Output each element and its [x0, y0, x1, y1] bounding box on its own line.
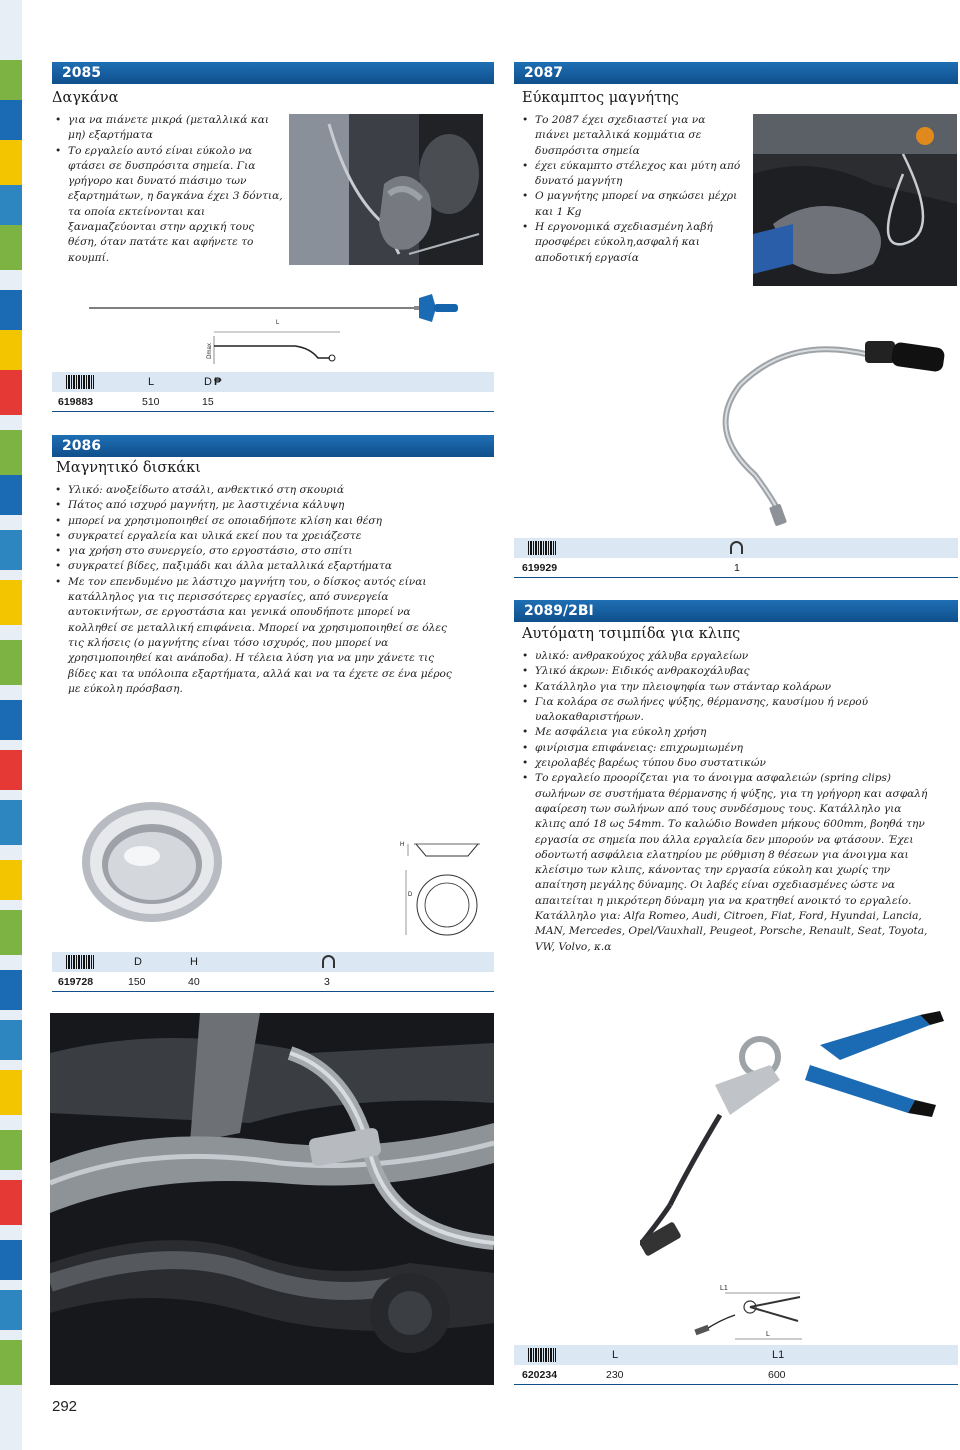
- section-2085-title: Δαγκάνα: [52, 90, 119, 106]
- section-2087-bullets: [522, 113, 742, 266]
- list-item: • για χρήση στο συνεργείο, στο εργοστάσιο, στο σπίτι: [55, 544, 455, 559]
- list-item: • Με ασφάλεια για εύκολη χρήση: [522, 725, 932, 740]
- grip-icon: ₱: [214, 376, 222, 388]
- stripe-segment: [0, 185, 22, 225]
- hose-clamp-pliers-drawing: [690, 1285, 810, 1345]
- list-item: • συγκρατεί βίδες, παξιμάδι και άλλα μεταλλικά εξαρτήματα: [55, 559, 455, 574]
- stripe-segment: [0, 1180, 22, 1225]
- stripe-segment: [0, 750, 22, 790]
- drawing-label-h: H: [400, 842, 405, 848]
- list-item: • Ο μαγνήτης μπορεί να σηκώσει μέχρι και 1 Kg: [522, 189, 742, 220]
- list-item: • υλικό: ανθρακούχος χάλυβα εργαλείων: [522, 649, 932, 664]
- drawing-label-d: D: [408, 892, 413, 898]
- stripe-segment: [0, 140, 22, 185]
- flexible-magnet-image: [700, 335, 950, 530]
- article-number: 619728: [58, 976, 94, 988]
- spec-value-l: 510: [142, 396, 160, 408]
- stripe-segment: [0, 530, 22, 570]
- drawing-label-l: L: [766, 1331, 770, 1338]
- section-2086-header: 2086: [52, 435, 494, 457]
- spec-col-h: H: [190, 956, 198, 968]
- article-number: 619883: [58, 396, 94, 408]
- section-2086-title: Μαγνητικό δισκάκι: [56, 460, 201, 476]
- stripe-segment: [0, 370, 22, 415]
- spec-table-2085-row: [52, 392, 494, 412]
- spec-col-d: D: [134, 956, 142, 968]
- spec-value-d: 150: [128, 976, 146, 988]
- list-item: • Για κολάρα σε σωλήνες ψύξης, θέρμανσης, καυσίμου ή νερού υαλοκαθαριστήρων.: [522, 695, 932, 726]
- drawing-label-l1: L1: [720, 1285, 728, 1292]
- list-item: • Το 2087 έχει σχεδιαστεί για να πιάνει μεταλλικά κομμάτια σε δυσπρόσιτα σημεία: [522, 113, 742, 159]
- stripe-segment: [0, 1130, 22, 1170]
- spec-col-l: L: [612, 1349, 619, 1361]
- stripe-segment: [0, 1290, 22, 1330]
- list-item: • Η εργονομικά σχεδιασμένη λαβή προσφέρει εύκολη,ασφαλή και αποδοτική εργασία: [522, 220, 742, 266]
- section-2085-bullets: [55, 113, 283, 266]
- section-2089-bullets: [522, 649, 932, 955]
- stripe-segment: [0, 1020, 22, 1060]
- stripe-segment: [0, 910, 22, 955]
- list-item: • φινίρισμα επιφάνειας: επιχρωμιωμένη: [522, 741, 932, 756]
- section-2089-title: Αυτόματη τσιμπίδα για κλιπς: [522, 626, 741, 642]
- list-item: • χειρολαβές βαρέως τύπου δυο συστατικών: [522, 756, 932, 771]
- spec-col-l1: L1: [772, 1349, 785, 1361]
- spec-table-2085-header: [52, 372, 494, 392]
- section-2087-header: 2087: [514, 62, 958, 84]
- list-item: • Υλικό: ανοξείδωτο ατσάλι, ανθεκτικό στη σκουριά: [55, 483, 455, 498]
- stripe-segment: [0, 60, 22, 100]
- spec-table-2087-row: [514, 558, 958, 578]
- list-item: • Με τον επενδυμένο με λάστιχο μαγνήτη του, ο δίσκος αυτός είναι κατάλληλος για τις περισσότερες εργασίες, από συνεργεία αυτοκινήτων, σε εργοστάσια και γενικά οπουδήποτε μπορεί να κολληθεί σε μεταλλική επιφάνεια. Μπορεί να χρησιμοποιηθεί σε όλες τις κλήσεις (ο μαγνήτης είναι τόσο ισχυρός, που μπορεί να χρησιμοποιηθεί και ανάποδα). Η τέλεια λύση για να μην χάνετε τις βίδες και τα υπόλοιπα εξαρτήματα, αλλά και να τα έχετε σε ένα μέρος με εύκολη πρόσβαση.: [55, 575, 455, 697]
- barcode-icon: [66, 955, 94, 969]
- list-item: • μπορεί να χρησιμοποιηθεί σε οποιαδήποτε κλίση και θέση: [55, 514, 455, 529]
- article-number: 619929: [522, 562, 558, 574]
- section-2089-header: 2089/2BI: [514, 600, 958, 622]
- spec-value-qty: 3: [324, 976, 330, 988]
- drawing-label-dmax: Dmax: [206, 343, 213, 359]
- stripe-segment: [0, 330, 22, 370]
- spec-table-2089-row: [514, 1365, 958, 1385]
- list-item: • Πάτος από ισχυρό μαγνήτη, με λαστιχένια κάλυψη: [55, 498, 455, 513]
- list-item: • για να πιάνετε μικρά (μεταλλικά και μη) εξαρτήματα: [55, 113, 283, 144]
- page-number: 292: [52, 1398, 78, 1415]
- stripe-segment: [0, 970, 22, 1010]
- stripe-segment: [0, 1070, 22, 1115]
- list-item: • Κατάλληλο για την πλειοψηφία των στάνταρ κολάρων: [522, 680, 932, 695]
- stripe-segment: [0, 100, 22, 140]
- stripe-segment: [0, 1240, 22, 1280]
- spec-col-d: D: [204, 376, 212, 388]
- spec-table-2086-row: [52, 972, 494, 992]
- pick-up-tool-drawing: [200, 318, 350, 368]
- list-item: • Υλικό άκρων: Ειδικός ανθρακοχάλυβας: [522, 664, 932, 679]
- spec-value-d: 15: [202, 396, 214, 408]
- hose-clamp-pliers-image: [640, 1005, 955, 1260]
- magnet-icon: [730, 541, 743, 554]
- article-number: 620234: [522, 1369, 558, 1381]
- stripe-segment: [0, 580, 22, 625]
- stripe-segment: [0, 430, 22, 475]
- list-item: • Το εργαλείο προορίζεται για το άνοιγμα ασφαλειών (spring clips) σωλήνων σε συστήματα θέρμανσης ή ψύξης, για τη γρήγορη και ασφαλή αφαίρεση των σωλήνων από τους συνδέσμους τους. Κατάλληλο για κλιπς από 18 ως 54mm. Το καλώδιο Bowden μήκους 600mm, βοηθά την εργασία σε σημεία που άλλα εργαλεία δεν μπορούν να φτάσουν. Έχει οδοντωτή ασφάλεια ελατηρίου με ρύθμιση 8 θέσεων για άνοιγμα και κλείσιμο των κλιπς, κάνοντας την εργασία εύκολη και χωρίς την απαίτηση μεγάλης δύναμης. Οι λαβές είναι σχεδιασμένες ώστε να απαιτείται η μικρότερη δύναμη για να κρατηθεί ανοικτό το εργαλείο. Κατάλληλο για: Alfa Romeo, Audi, Citroen, Fiat, Ford, Hyundai, Lancia, MAN, Mercedes, Opel/Vauxhall, Peugeot, Porsche, Renault, Seat, Toyota, VW, Volvo, κ.α: [522, 771, 932, 955]
- spec-table-2089-header: [514, 1345, 958, 1365]
- magnetic-tray-image: [80, 798, 230, 928]
- drawing-label-length: L: [276, 320, 280, 326]
- spec-value-l: 230: [606, 1369, 624, 1381]
- barcode-icon: [528, 541, 556, 555]
- section-2087-title: Εύκαμπτος μαγνήτης: [522, 90, 679, 106]
- side-color-stripe: [0, 0, 22, 1450]
- pick-up-tool-photo: [289, 114, 483, 265]
- spec-col-l: L: [148, 376, 155, 388]
- stripe-segment: [0, 290, 22, 330]
- section-2085-header: 2085: [52, 62, 494, 84]
- stripe-segment: [0, 475, 22, 515]
- spec-value-qty: 1: [734, 562, 740, 574]
- list-item: • έχει εύκαμπτο στέλεχος και μύτη από δυνατό μαγνήτη: [522, 159, 742, 190]
- flexible-magnet-photo: [753, 114, 957, 286]
- spec-value-l1: 600: [768, 1369, 786, 1381]
- stripe-segment: [0, 640, 22, 685]
- spec-table-2086-header: [52, 952, 494, 972]
- barcode-icon: [528, 1348, 556, 1362]
- section-2086-bullets: [55, 483, 455, 697]
- stripe-segment: [0, 1340, 22, 1385]
- magnet-icon: [322, 955, 335, 968]
- stripe-segment: [0, 860, 22, 900]
- stripe-segment: [0, 700, 22, 740]
- engine-hoses-photo: [50, 1013, 494, 1385]
- stripe-segment: [0, 225, 22, 270]
- magnetic-tray-drawing: [398, 830, 498, 940]
- stripe-segment: [0, 800, 22, 845]
- spec-table-2087-header: [514, 538, 958, 558]
- list-item: • Το εργαλείο αυτό είναι εύκολο να φτάσει σε δυσπρόσιτα σημεία. Για γρήγορο και δυνατό πιάσιμο των εξαρτημάτων, η δαγκάνα έχει 3 δόντια, τα οποία εκτείνονται και ξαναμαζεύονται στην αρχική τους θέση, όταν πατάτε και αφήνετε το κουμπί.: [55, 144, 283, 266]
- spec-value-h: 40: [188, 976, 200, 988]
- list-item: • συγκρατεί εργαλεία και υλικά εκεί που τα χρειάζεστε: [55, 529, 455, 544]
- barcode-icon: [66, 375, 94, 389]
